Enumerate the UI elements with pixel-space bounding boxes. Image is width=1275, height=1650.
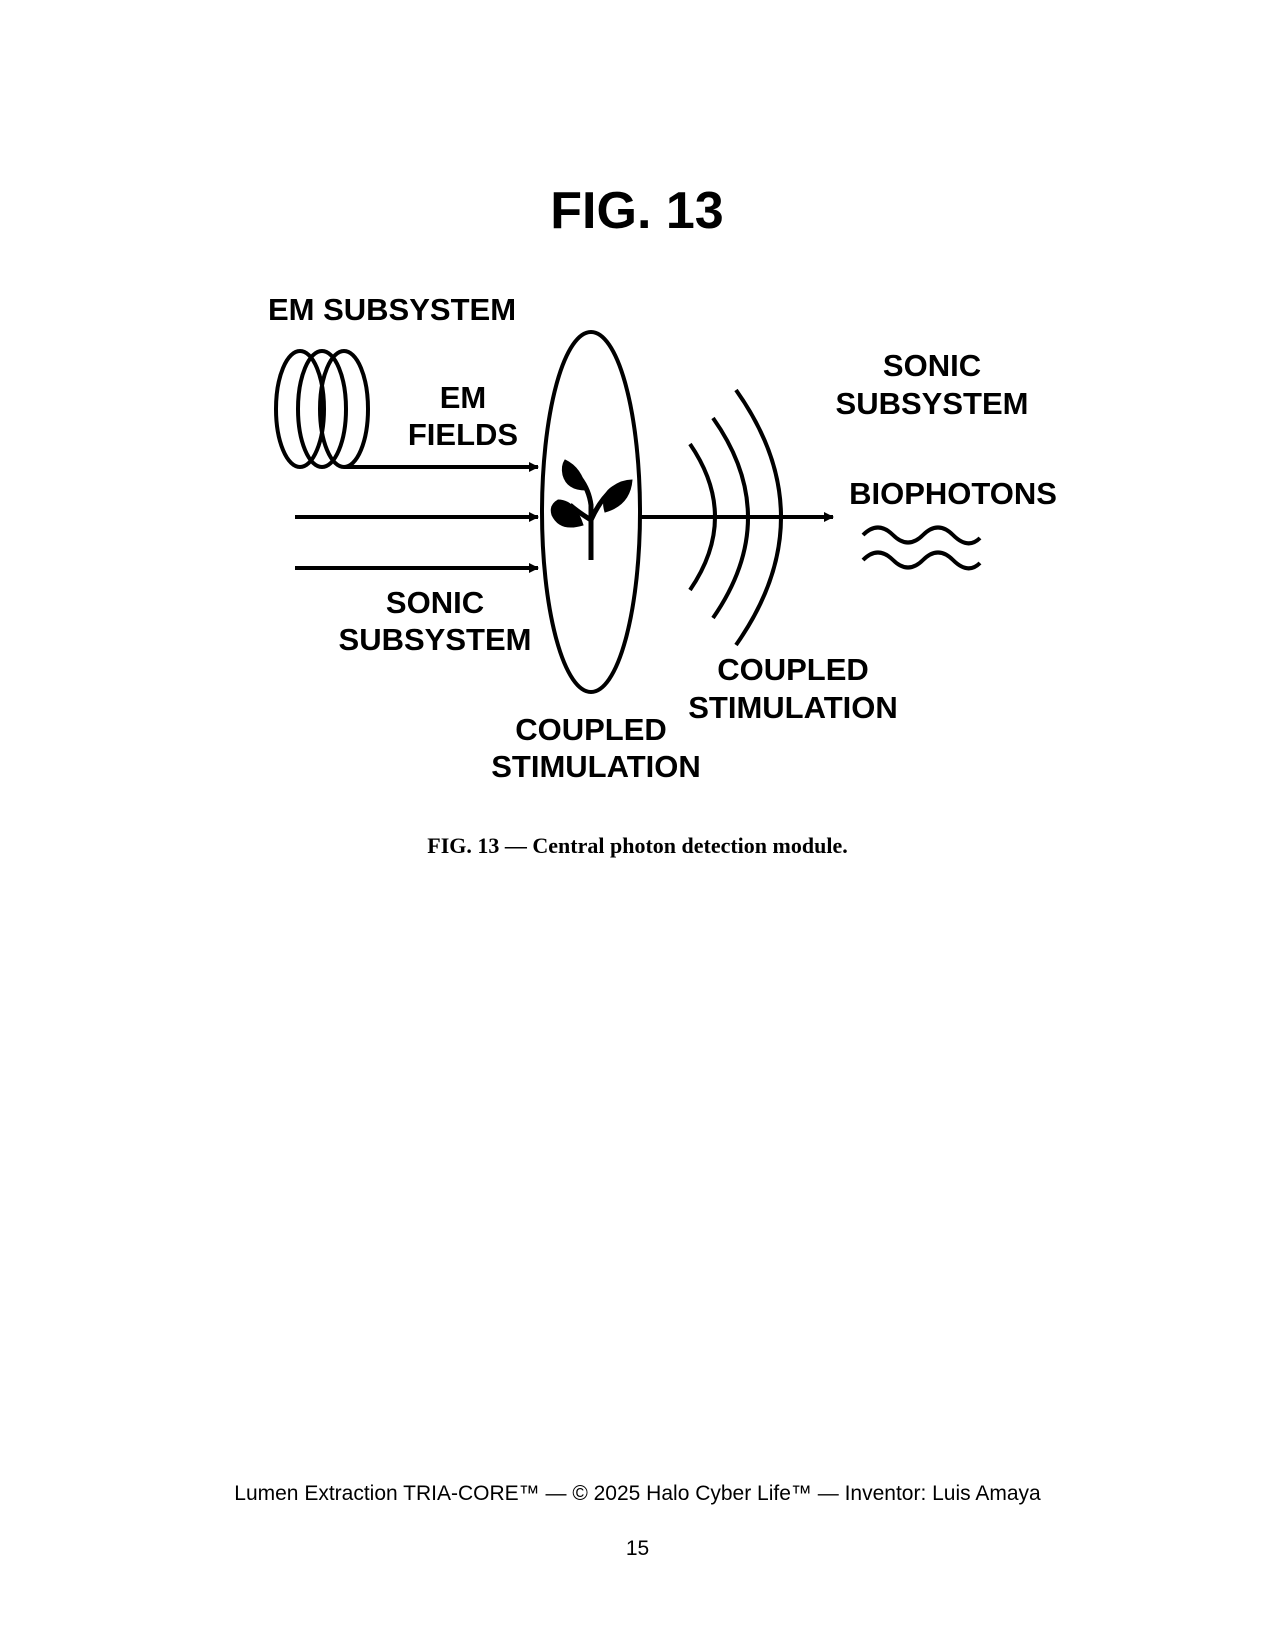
em-fields-label-line2: FIELDS [407, 417, 519, 452]
coupled-stimulation-right-line2: STIMULATION [688, 690, 898, 725]
em-subsystem-label: EM SUBSYSTEM [267, 292, 517, 327]
em-fields-label-line1: EM [439, 380, 487, 415]
sonic-subsystem-left-line2: SUBSYSTEM [338, 622, 532, 657]
coupled-stimulation-bottom-line1: COUPLED [515, 712, 667, 747]
coupled-stimulation-right-line1: COUPLED [717, 652, 869, 687]
page-number: 15 [625, 1537, 650, 1560]
figure-title: FIG. 13 [550, 182, 724, 240]
sonic-subsystem-right-line1: SONIC [882, 348, 982, 383]
coil-icon [276, 351, 368, 467]
figure-caption: FIG. 13 — Central photon detection module. [427, 833, 848, 858]
coupled-stimulation-bottom-line2: STIMULATION [491, 749, 701, 784]
wave-icon [863, 528, 980, 569]
plant-icon [551, 460, 632, 560]
sonic-subsystem-left-line1: SONIC [385, 585, 485, 620]
biophotons-label: BIOPHOTONS [849, 476, 1057, 511]
sonic-subsystem-right-line2: SUBSYSTEM [835, 386, 1029, 421]
footer-text: Lumen Extraction TRIA-CORE™ — © 2025 Halo Cyber Life™ — Inventor: Luis Amaya [234, 1482, 1041, 1505]
